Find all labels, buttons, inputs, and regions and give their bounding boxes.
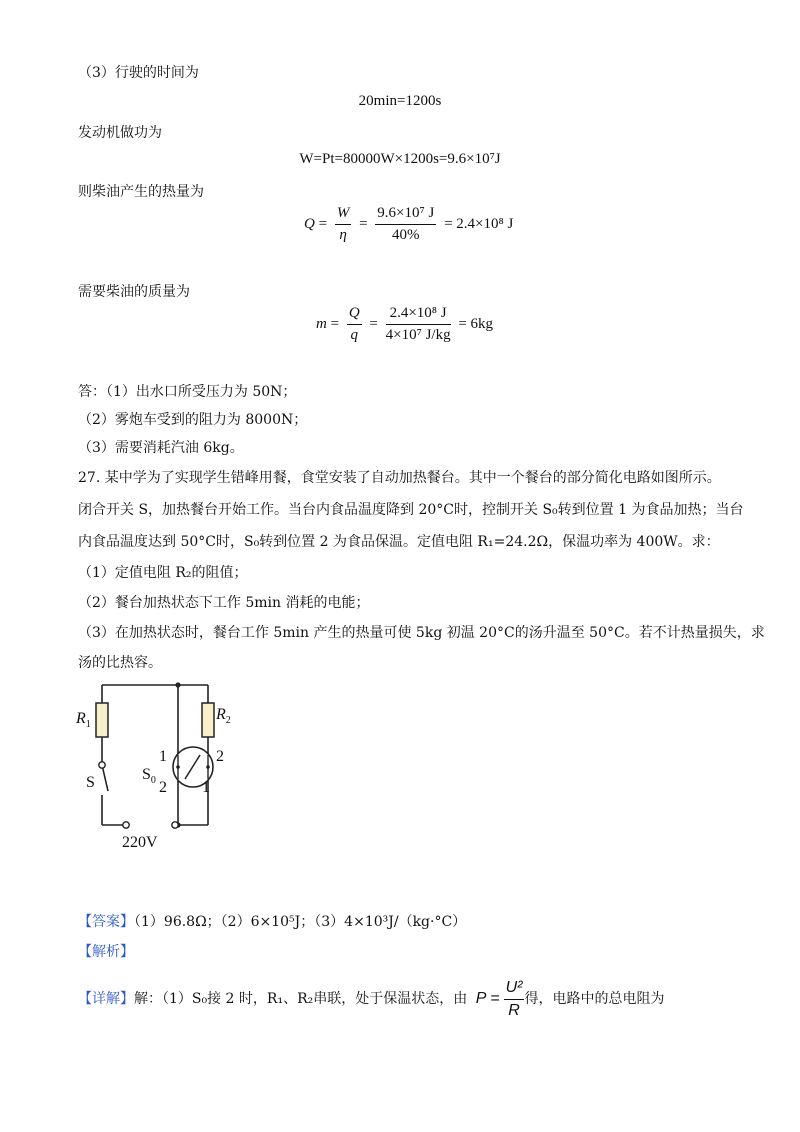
question27-line-5: （2）餐台加热状态下工作 5min 消耗的电能； [78,595,370,611]
answer-tag: 【答案】 [78,914,134,930]
analysis-tag: 【解析】 [78,944,134,960]
label-s0: $S_0$ [142,766,156,786]
heat-equation: Q = $\frac{W}{\eta}$ = $\frac{\text{9.6×10⁷ J}}{40\%}$ = 2.4×10⁸ J [300,205,517,244]
resistor-r2 [202,703,214,737]
circuit-diagram [70,675,230,855]
answer-line-1: 答：（1）出水口所受压力为 50N； [78,384,297,400]
part3-heading: （3）行驶的时间为 [78,65,199,81]
work-equation: W=Pt=80000W×1200s=9.6×10⁷J [299,151,501,167]
resistor-r1 [96,703,108,737]
question27-line-3: 内食品温度达到 50°C时，S₀转到位置 2 为食品保温。定值电阻 R₁=24.2Ω，保温功率为 400W。求： [78,534,720,550]
power-formula [472,979,525,1020]
switch-s-lever [102,765,108,791]
heat-eq-result: = 2.4×10⁸ J [444,216,514,232]
mass-eq-lhs: m [316,316,327,332]
label-s: S [86,774,95,791]
label-pos-2-right: 2 [216,748,224,765]
label-pos-2-left: 2 [159,779,167,796]
detail-row [78,972,664,1026]
heat-eq-den2: 40% [392,227,420,243]
mass-eq-num1: Q [348,305,360,321]
heat-eq-num2: 9.6×10⁷ J [375,205,436,225]
heat-eq-num1: W [336,205,350,221]
answer-line-2: （2）雾炮车受到的阻力为 8000N； [78,412,308,428]
label-r1: $R_1$ [76,710,91,730]
mass-label: 需要柴油的质量为 [78,284,190,300]
formula-num: U² [505,978,523,996]
time-equation: 20min=1200s [358,93,442,109]
answer-line-3: （3）需要消耗汽油 6kg。 [78,440,244,456]
label-pos-1-left: 1 [159,748,167,765]
mass-equation: m = $\frac{Q}{q}$ = $\frac{\text{2.4×10⁸ J}}{\text{4×10⁷ J/kg}}$ = 6kg [312,305,497,344]
label-pos-1-right: 1 [202,779,210,796]
formula-lhs: P = [475,990,500,1007]
mass-eq-num2: 2.4×10⁸ J [386,305,451,325]
heat-label: 则柴油产生的热量为 [78,184,204,200]
detail-tag: 【详解】 [78,991,134,1007]
question27-line-4: （1）定值电阻 R₂的阻值； [78,565,248,581]
mass-eq-den2: 4×10⁷ J/kg [385,327,451,343]
label-voltage: 220V [122,834,158,851]
work-label: 发动机做功为 [78,125,162,141]
label-r2: $R_2$ [216,706,231,726]
terminal-right [172,822,178,828]
switch-s-contact [99,762,105,768]
question27-line-6: （3）在加热状态时，餐台工作 5min 产生的热量可使 5kg 初温 20°C的汤升温至 50°C。若不计热量损失，求 [78,625,765,641]
analysis-row [78,942,134,962]
question27-line-7: 汤的比热容。 [78,655,162,671]
heat-eq-den1: η [339,227,347,243]
answer-text: （1）96.8Ω；（2）6×10⁵J；（3）4×10³J/（kg·°C） [134,914,467,930]
question27-line-2: 闭合开关 S，加热餐台开始工作。当台内食品温度降到 20°C时，控制开关 S₀转到位置 1 为食品加热；当台 [78,502,744,518]
question27-line-1: 27. 某中学为了实现学生错峰用餐，食堂安装了自动加热餐台。其中一个餐台的部分简化电路如图所示。 [78,470,721,486]
formula-den: R [508,1001,520,1019]
mass-eq-result: = 6kg [458,316,494,332]
mass-eq-den1: q [350,327,358,343]
heat-eq-lhs: Q [304,216,315,232]
detail-text-2: 得，电路中的总电阻为 [524,991,665,1007]
detail-text-1: 解：（1）S₀接 2 时，R₁、R₂串联，处于保温状态，由 [134,991,468,1007]
answer-row [78,912,466,932]
junction-top [175,682,180,687]
terminal-left [123,822,129,828]
